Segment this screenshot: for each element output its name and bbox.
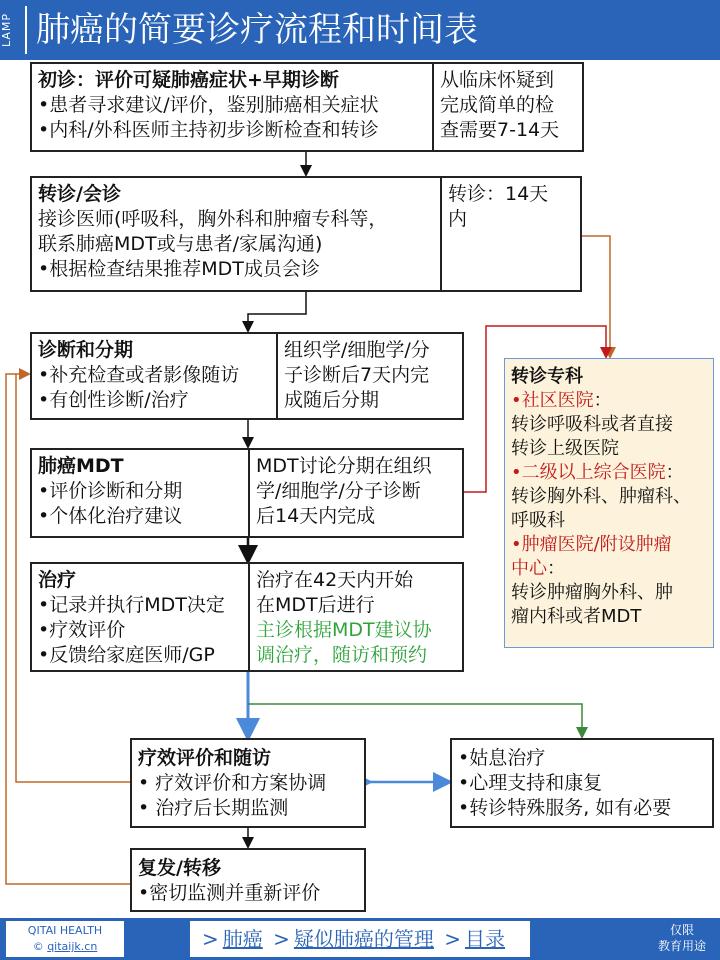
palliative-main xyxy=(452,742,712,825)
breadcrumb xyxy=(190,921,530,957)
treatment-time xyxy=(248,564,462,670)
mdt-time-line: 学/细胞学/分子诊断 xyxy=(256,480,421,502)
specialist-item-colon: ： xyxy=(665,462,684,483)
initial-time-line: 查需要7-14天 xyxy=(440,119,560,141)
mdt-line: •评价诊断和分期 xyxy=(38,480,183,502)
box-palliative xyxy=(450,738,714,828)
treatment-time-line: 治疗在42天内开始 xyxy=(256,569,414,591)
staging-line: •补充检查或者影像随访 xyxy=(38,364,240,386)
treatment-line: •反馈给家庭医师/GP xyxy=(38,644,215,666)
palliative-line: •转诊特殊服务, 如有必要 xyxy=(458,797,672,819)
treatment-title: 治疗 xyxy=(38,569,77,591)
referral-time xyxy=(440,178,580,290)
referral-main xyxy=(32,178,442,286)
box-treatment xyxy=(30,562,464,672)
page-title: 肺癌的简要诊疗流程和时间表 xyxy=(36,10,478,50)
relapse-title: 复发/转移 xyxy=(138,857,221,879)
treatment-time-line: 在MDT后进行 xyxy=(256,594,375,616)
specialist-item-text: 转诊呼吸科或者直接 xyxy=(511,414,673,435)
brand-name: QITAI HEALTH xyxy=(27,924,103,937)
specialist-item-text: 转诊胸外科、肿瘤科、 xyxy=(511,486,691,507)
specialist-item-colon: ： xyxy=(593,390,612,411)
palliative-line: •姑息治疗 xyxy=(458,747,546,769)
treatment-note-line: 调治疗，随访和预约 xyxy=(256,644,428,666)
education-notice-line: 教育用途 xyxy=(657,939,706,953)
box-lung-cancer-mdt xyxy=(30,448,464,538)
specialist-item-colon: ： xyxy=(547,558,565,579)
box-initial-visit xyxy=(30,62,584,152)
referral-line: 接诊医师(呼吸科，胸外科和肿瘤专科等， xyxy=(38,208,388,230)
mdt-line: •个体化治疗建议 xyxy=(38,505,183,527)
brand-logo xyxy=(6,921,124,957)
specialist-item-label: 中心 xyxy=(511,558,547,579)
relapse-line: •密切监测并重新评价 xyxy=(138,882,321,904)
treatment-line: •记录并执行MDT决定 xyxy=(38,594,225,616)
box-followup xyxy=(130,738,366,828)
followup-line: • 疗效评价和方案协调 xyxy=(138,772,327,794)
specialist-main xyxy=(505,361,713,633)
initial-time-line: 从临床怀疑到 xyxy=(440,69,555,91)
breadcrumb-separator: > xyxy=(202,927,219,951)
specialist-item-label: •肿瘤医院/附设肿瘤 xyxy=(511,534,672,555)
staging-time xyxy=(276,334,462,418)
box-diagnosis-staging xyxy=(30,332,464,420)
mdt-time-line: MDT讨论分期在组织 xyxy=(256,455,432,477)
relapse-main xyxy=(132,852,364,910)
initial-main xyxy=(32,64,432,147)
mdt-main xyxy=(32,450,248,533)
followup-title: 疗效评价和随访 xyxy=(138,747,272,769)
lamp-label: LAMP xyxy=(0,12,13,48)
copyright-symbol: © xyxy=(32,940,44,953)
followup-line: • 治疗后长期监测 xyxy=(138,797,289,819)
treatment-main xyxy=(32,564,248,672)
box-referral xyxy=(30,176,582,292)
staging-main xyxy=(32,334,276,417)
mdt-time-line: 后14天内完成 xyxy=(256,505,376,527)
staging-title: 诊断和分期 xyxy=(38,339,134,361)
specialist-item-text: 转诊上级医院 xyxy=(511,438,619,459)
followup-main xyxy=(132,742,364,825)
specialist-item-label: •二级以上综合医院 xyxy=(511,462,666,483)
breadcrumb-contents[interactable]: 目录 xyxy=(465,927,506,951)
staging-time-line: 组织学/细胞学/分 xyxy=(284,339,430,361)
palliative-line: •心理支持和康复 xyxy=(458,772,603,794)
box-specialist-referral xyxy=(504,358,714,648)
initial-line: •内科/外科医师主持初步诊断检查和转诊 xyxy=(38,119,379,141)
referral-line: •根据检查结果推荐MDT成员会诊 xyxy=(38,258,320,280)
arrow-treatment-palliative xyxy=(248,704,582,736)
initial-time xyxy=(432,64,582,150)
treatment-line: •疗效评价 xyxy=(38,619,126,641)
breadcrumb-suspected-management[interactable]: 疑似肺癌的管理 xyxy=(293,927,434,951)
specialist-title: 转诊专科 xyxy=(511,366,583,387)
box-relapse xyxy=(130,848,366,912)
staging-time-line: 子诊断后7天内完 xyxy=(284,364,430,386)
breadcrumb-lung-cancer[interactable]: 肺癌 xyxy=(222,927,263,951)
staging-line: •有创性诊断/治疗 xyxy=(38,389,189,411)
initial-line: •患者寻求建议/评价，鉴别肺癌相关症状 xyxy=(38,94,379,116)
treatment-note-line: 主诊根据MDT建议协 xyxy=(256,619,432,641)
mdt-title: 肺癌MDT xyxy=(38,455,124,477)
breadcrumb-separator: > xyxy=(273,927,290,951)
site-link[interactable]: qitaijk.cn xyxy=(47,940,98,953)
initial-title: 初诊：评价可疑肺癌症状+早期诊断 xyxy=(38,69,339,91)
staging-time-line: 成随后分期 xyxy=(284,389,380,411)
specialist-item-text: 瘤内科或者MDT xyxy=(511,606,642,627)
referral-title: 转诊/会诊 xyxy=(38,183,121,205)
referral-time-line: 转诊：14天 xyxy=(448,183,549,205)
education-notice xyxy=(650,922,714,954)
education-notice-line: 仅限 xyxy=(669,923,694,937)
initial-time-line: 完成简单的检 xyxy=(440,94,555,116)
referral-line: 联系肺癌MDT或与患者/家属沟通) xyxy=(38,233,323,255)
specialist-item-text: 呼吸科 xyxy=(511,510,565,531)
referral-time-line: 内 xyxy=(448,208,468,230)
arrow-referral-staging xyxy=(248,292,306,330)
specialist-item-text: 转诊肿瘤胸外科、肿 xyxy=(511,582,673,603)
mdt-time xyxy=(248,450,462,536)
breadcrumb-separator: > xyxy=(444,927,462,951)
specialist-item-label: •社区医院 xyxy=(511,390,594,411)
